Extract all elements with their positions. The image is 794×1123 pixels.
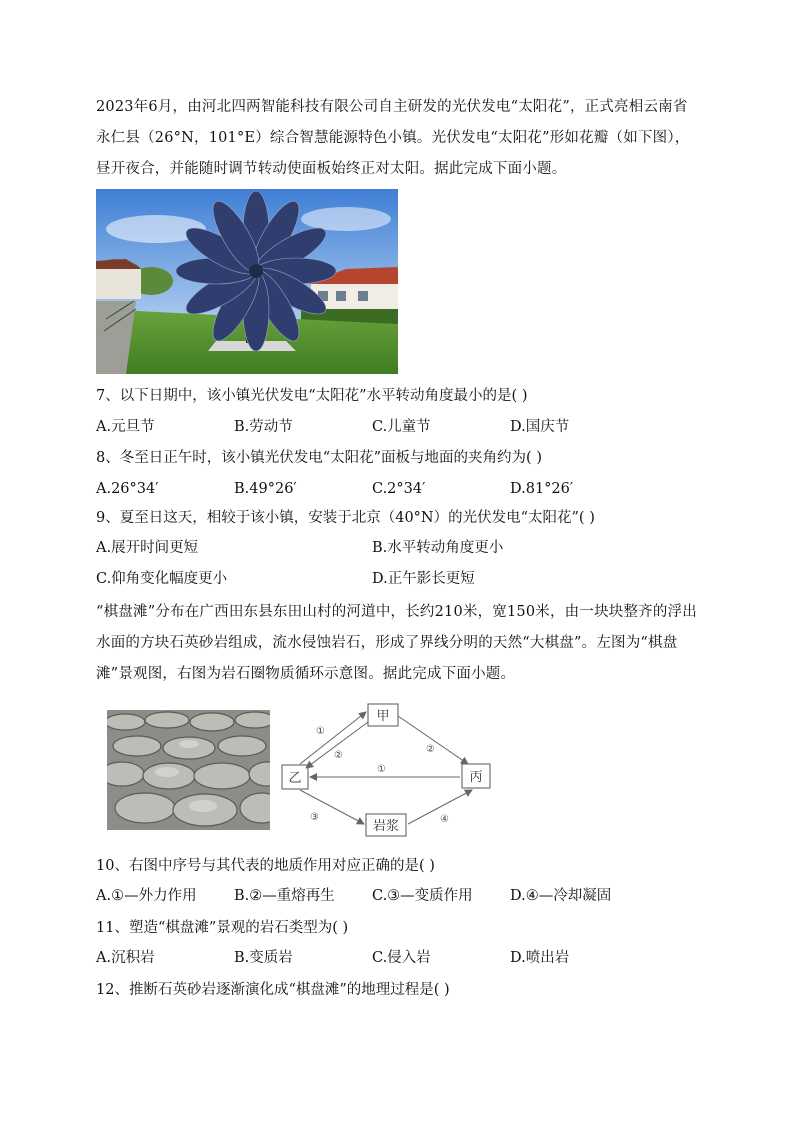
q10-option-a: A.①—外力作用 xyxy=(96,888,197,904)
arrow-label-2a: ② xyxy=(334,750,343,761)
question-8-stem: 8、冬至日正午时，该小镇光伏发电“太阳花”面板与地面的夹角约为( ) xyxy=(96,450,542,466)
passage-intro-sunflower: 2023年6月，由河北四两智能科技有限公司自主研发的光伏发电“太阳花”，正式亮相云南省永仁县（26°N，101°E）综合智慧能源特色小镇。光伏发电“太阳花”形如花瓣（如下图），昼开夜合，并能随时调节转动使面板始终正对太阳。据此完成下面小题。 xyxy=(96,99,690,177)
node-magma-label: 岩浆 xyxy=(372,819,400,834)
node-yi-label: 乙 xyxy=(288,771,302,786)
q8-option-d: D.81°26′ xyxy=(510,481,574,497)
node-bing-label: 丙 xyxy=(469,770,483,785)
q7-option-d: D.国庆节 xyxy=(510,419,570,435)
q7-option-b: B.劳动节 xyxy=(234,419,293,435)
arrow-label-3: ③ xyxy=(310,812,319,823)
arrow-label-1a: ① xyxy=(316,726,325,737)
q8-option-c: C.2°34′ xyxy=(372,481,426,497)
q9-option-b: B.水平转动角度更小 xyxy=(372,540,504,556)
passage-intro-chessboard: “棋盘滩”分布在广西田东县东田山村的河道中，长约210米，宽150米，由一块块整齐的浮出水面的方块石英砂岩组成，流水侵蚀岩石，形成了界线分明的天然“大棋盘”。左图为“棋盘滩”景观图，右图为岩石圈物质循环示意图。据此完成下面小题。 xyxy=(96,604,697,682)
q10-option-b: B.②—重熔再生 xyxy=(234,888,335,904)
rock-cycle-diagram xyxy=(280,700,492,838)
arrow-jia-to-bing xyxy=(398,716,468,764)
question-11-stem: 11、塑造“棋盘滩”景观的岩石类型为( ) xyxy=(96,920,349,936)
arrow-label-2b: ② xyxy=(426,744,435,755)
q9-option-d: D.正午影长更短 xyxy=(372,571,475,587)
question-7-stem: 7、以下日期中，该小镇光伏发电“太阳花”水平转动角度最小的是( ) xyxy=(96,388,528,404)
question-9-stem: 9、夏至日这天，相较于该小镇，安装于北京（40°N）的光伏发电“太阳花”( ) xyxy=(96,510,595,526)
q9-option-c: C.仰角变化幅度更小 xyxy=(96,571,228,587)
q11-option-a: A.沉积岩 xyxy=(96,950,155,966)
arrow-label-4: ④ xyxy=(440,814,449,825)
q8-option-b: B.49°26′ xyxy=(234,481,297,497)
q11-option-c: C.侵入岩 xyxy=(372,950,431,966)
q10-option-d: D.④—冷却凝固 xyxy=(510,888,612,904)
chessboard-beach-photo xyxy=(107,710,270,830)
q10-option-c: C.③—变质作用 xyxy=(372,888,473,904)
q11-option-b: B.变质岩 xyxy=(234,950,293,966)
q9-option-a: A.展开时间更短 xyxy=(96,540,199,556)
question-10-stem: 10、右图中序号与其代表的地质作用对应正确的是( ) xyxy=(96,858,435,874)
q7-option-c: C.儿童节 xyxy=(372,419,431,435)
arrow-yi-to-jia xyxy=(300,712,366,764)
arrow-label-1b: ① xyxy=(377,764,386,775)
q11-option-d: D.喷出岩 xyxy=(510,950,570,966)
node-jia-label: 甲 xyxy=(376,709,390,724)
solar-flower-photo xyxy=(96,189,398,374)
question-12-stem: 12、推断石英砂岩逐渐演化成“棋盘滩”的地理过程是( ) xyxy=(96,982,450,998)
q7-option-a: A.元旦节 xyxy=(96,419,155,435)
q8-option-a: A.26°34′ xyxy=(96,481,159,497)
